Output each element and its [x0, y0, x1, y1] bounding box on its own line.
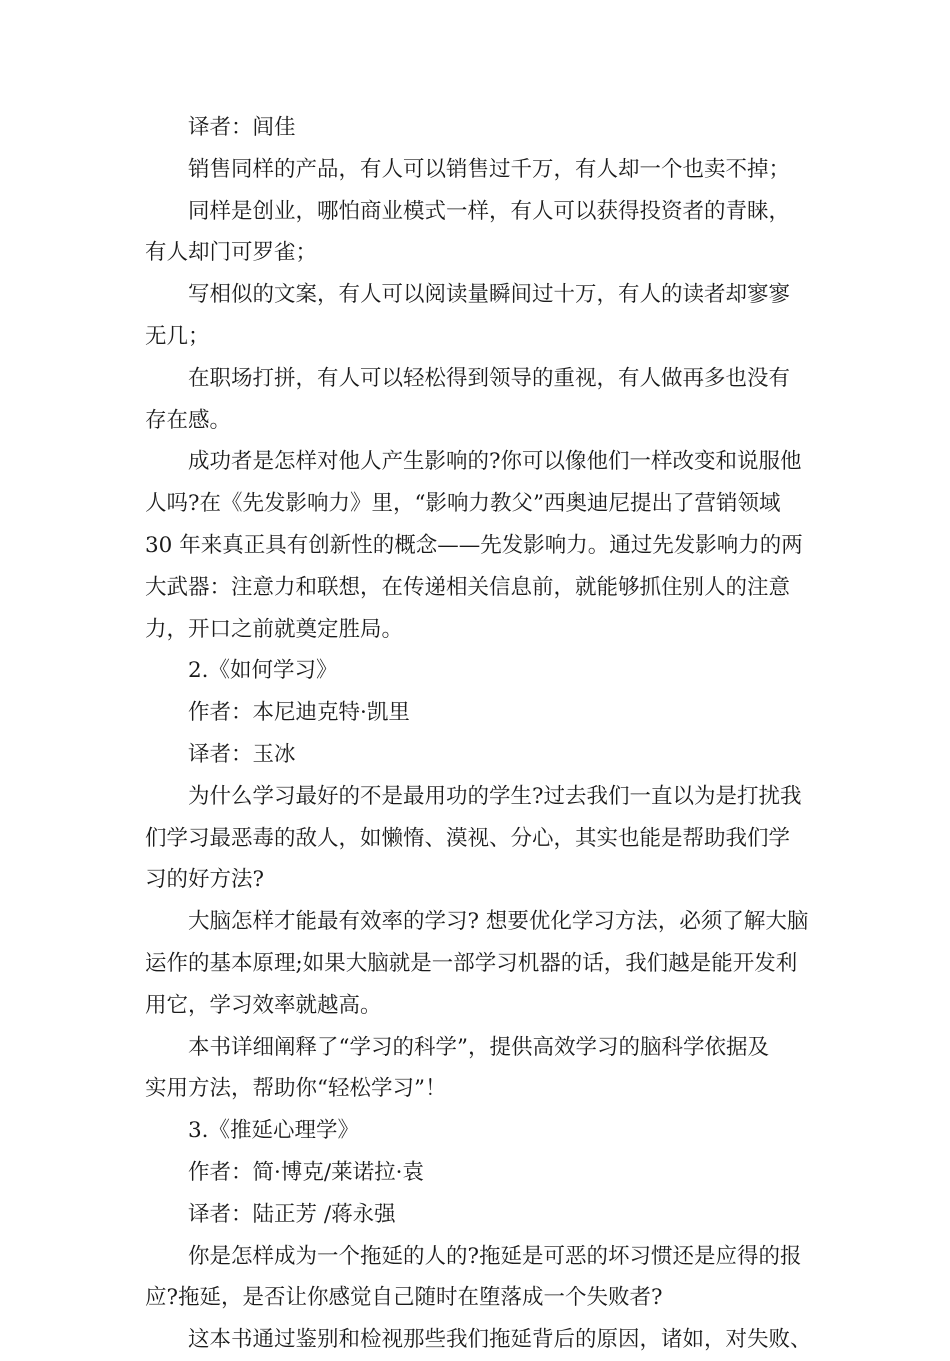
text-line: 作者：简·博克/莱诺拉·袁	[188, 1159, 424, 1185]
text-line: 习的好方法?	[145, 867, 265, 893]
text-line: 们学习最恶毒的敌人，如懒惰、漠视、分心，其实也能是帮助我们学	[145, 825, 791, 851]
text-line: 你是怎样成为一个拖延的人的?拖延是可恶的坏习惯还是应得的报	[188, 1243, 802, 1269]
text-line: 用它，学习效率就越高。	[145, 992, 382, 1018]
text-line: 销售同样的产品，有人可以销售过千万，有人却一个也卖不掉；	[188, 156, 791, 182]
text-line: 3.《推延心理学》	[188, 1118, 360, 1144]
document-body	[145, 107, 822, 1361]
text-line: 写相似的文案，有人可以阅读量瞬间过十万，有人的读者却寥寥	[188, 282, 791, 308]
text-line: 为什么学习最好的不是最用功的学生?过去我们一直以为是打扰我	[188, 783, 802, 809]
text-line: 本书详细阐释了“学习的科学”，提供高效学习的脑科学依据及	[188, 1034, 769, 1060]
text-line: 有人却门可罗雀；	[145, 240, 318, 266]
text-line: 人吗?在《先发影响力》里，“影响力教父”西奥迪尼提出了营销领域	[145, 491, 781, 517]
text-line: 同样是创业，哪怕商业模式一样，有人可以获得投资者的青睐，	[188, 198, 791, 224]
text-line: 存在感。	[145, 407, 232, 433]
text-line: 译者：玉冰	[188, 741, 296, 767]
text-line: 大武器：注意力和联想，在传递相关信息前，就能够抓住别人的注意	[145, 574, 791, 600]
text-line: 力，开口之前就奠定胜局。	[145, 616, 404, 642]
text-line: 作者：本尼迪克特·凯里	[188, 700, 410, 726]
text-line: 无几；	[145, 323, 210, 349]
text-line: 30 年来真正具有创新性的概念——先发影响力。通过先发影响力的两	[145, 532, 803, 558]
text-line: 大脑怎样才能最有效率的学习? 想要优化学习方法，必须了解大脑	[188, 909, 809, 935]
text-line: 在职场打拼，有人可以轻松得到领导的重视，有人做再多也没有	[188, 365, 791, 391]
text-line: 译者：闾佳	[188, 115, 296, 140]
text-line: 这本书通过鉴别和检视那些我们拖延背后的原因，诸如，对失败、	[188, 1327, 812, 1353]
text-line: 实用方法，帮助你“轻松学习”！	[145, 1076, 447, 1102]
text-line: 应?拖延，是否让你感觉自己随时在堕落成一个失败者?	[145, 1285, 663, 1311]
text-line: 2.《如何学习》	[188, 658, 338, 684]
text-line: 译者：陆正芳 /蒋永强	[188, 1201, 396, 1227]
text-line: 运作的基本原理;如果大脑就是一部学习机器的话，我们越是能开发利	[145, 950, 798, 976]
text-line: 成功者是怎样对他人产生影响的?你可以像他们一样改变和说服他	[188, 449, 802, 475]
